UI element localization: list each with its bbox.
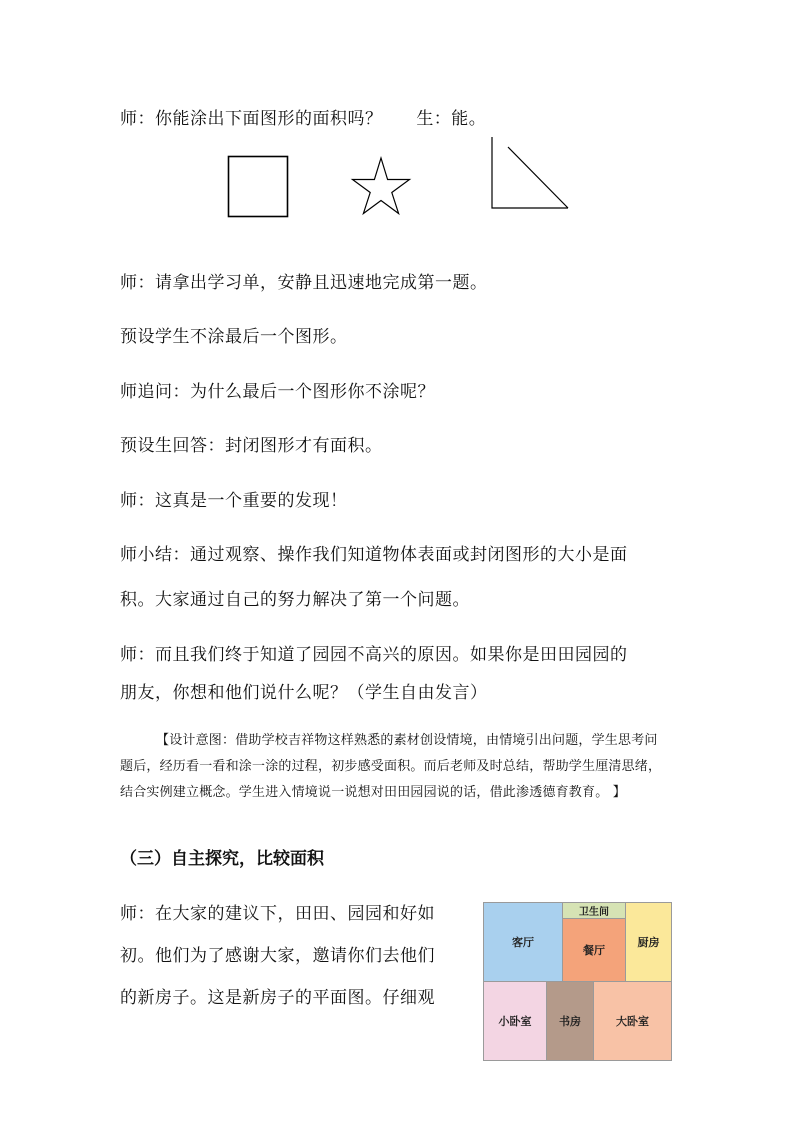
room-label: 卫生间	[579, 907, 609, 918]
room-living	[483, 902, 563, 982]
room-label: 厨房	[637, 936, 660, 949]
room-label: 大卧室	[616, 1015, 649, 1028]
floor-plan	[483, 902, 672, 1061]
text-line: 初。他们为了感谢大家，邀请你们去他们	[120, 946, 435, 966]
shapes-figure	[0, 0, 794, 260]
section-heading: （三）自主探究，比较面积	[120, 849, 324, 869]
design-note: 【设计意图：借助学校吉祥物这样熟悉的素材创设情境，由情境引出问题，学生思考问题后，经历看一看和涂一涂的过程，初步感受面积。而后老师及时总结，帮助学生厘清思绪，结合实例建立概念。学生进入情境说一说想对田田园园说的话，借此渗透德育教育。 】	[120, 733, 662, 800]
text-line: 师：这真是一个重要的发现！	[120, 491, 348, 511]
room-label: 书房	[559, 1015, 581, 1028]
text-line: 师：在大家的建议下，田田、园园和好如	[120, 904, 435, 924]
room-label: 小卧室	[498, 1015, 532, 1028]
text-line: 预设生回答：封闭图形才有面积。	[120, 436, 383, 456]
room-bathroom	[562, 902, 626, 919]
room-label: 客厅	[512, 936, 534, 949]
room-master-bedroom	[593, 981, 672, 1061]
text-line: 师小结：通过观察、操作我们知道物体表面或封闭图形的大小是面	[120, 545, 628, 565]
room-kitchen	[625, 902, 672, 982]
text-line: 朋友，你想和他们说什么呢？（学生自由发言）	[120, 683, 488, 703]
open-triangle-hypotenuse	[508, 147, 568, 208]
text-line: 师追问：为什么最后一个图形你不涂呢？	[120, 382, 435, 402]
teacher-question: 师：你能涂出下面图形的面积吗？	[120, 109, 383, 129]
text-line: 师：而且我们终于知道了园园不高兴的原因。如果你是田田园园的	[120, 645, 628, 665]
text-line: 预设学生不涂最后一个图形。	[120, 327, 348, 347]
room-small-bedroom	[483, 981, 547, 1061]
student-answer: 生：能。	[416, 109, 487, 129]
text-line: 的新房子。这是新房子的平面图。仔细观	[120, 988, 435, 1008]
room-study	[546, 981, 594, 1061]
room-label: 餐厅	[583, 944, 605, 957]
text-line: 积。大家通过自己的努力解决了第一个问题。	[120, 590, 470, 610]
open-triangle-shape	[492, 137, 568, 208]
text-line: 师：请拿出学习单，安静且迅速地完成第一题。	[120, 273, 488, 293]
square-shape	[229, 157, 288, 217]
room-dining	[562, 918, 626, 982]
star-shape	[353, 158, 410, 214]
